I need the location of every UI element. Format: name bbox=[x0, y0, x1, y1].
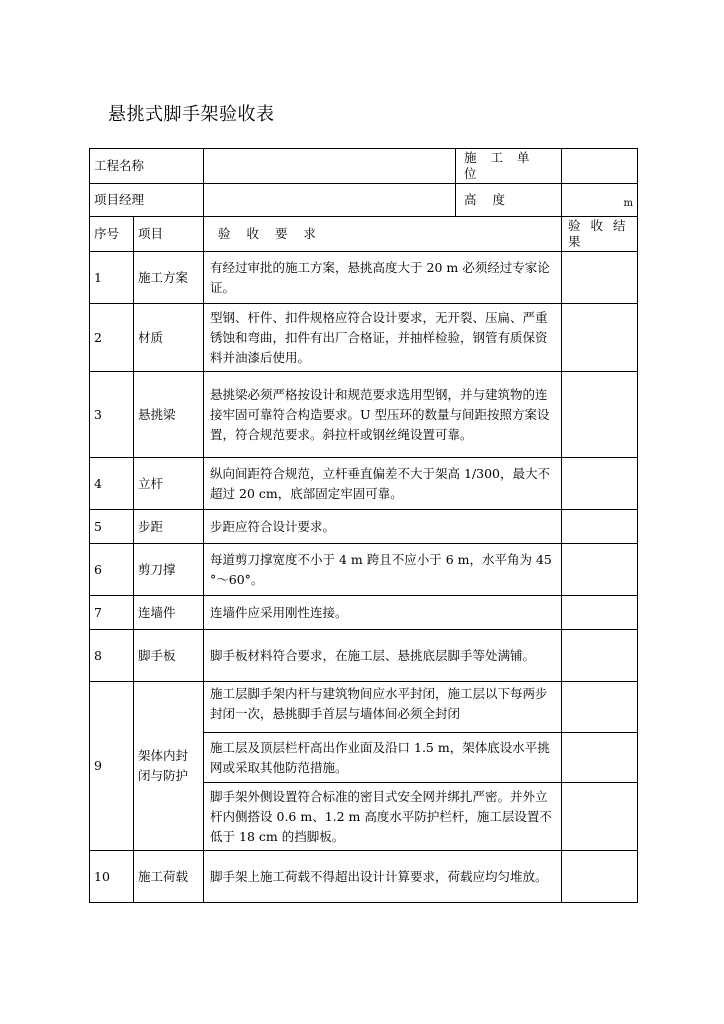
table-row bbox=[90, 596, 638, 630]
row-result-field[interactable] bbox=[562, 682, 638, 733]
row-result-field[interactable] bbox=[562, 372, 638, 458]
row-requirement: 脚手架外侧设置符合标准的密目式安全网并绑扎严密。并外立杆内侧搭设 0.6 m、1.2 m 高度水平防护栏杆，施工层设置不低于 18 cm 的挡脚板。 bbox=[204, 783, 562, 851]
row-requirement: 有经过审批的施工方案，悬挑高度大于 20 m 必须经过专家论证。 bbox=[204, 252, 562, 304]
manager-field[interactable] bbox=[204, 184, 456, 217]
row-result-field[interactable] bbox=[562, 544, 638, 596]
row-no: 5 bbox=[90, 510, 134, 544]
table-row bbox=[90, 630, 638, 682]
row-requirement: 型钢、杆件、扣件规格应符合设计要求，无开裂、压扁、严重锈蚀和弯曲，扣件有出厂合格证，并抽样检验，钢管有质保资料并油漆后使用。 bbox=[204, 304, 562, 372]
project-name-label: 工程名称 bbox=[90, 149, 204, 184]
contractor-label: 施 工 单 位 bbox=[456, 149, 562, 184]
column-header-row bbox=[90, 217, 638, 252]
row-result-field[interactable] bbox=[562, 733, 638, 783]
manager-label: 项目经理 bbox=[90, 184, 204, 217]
row-result-field[interactable] bbox=[562, 510, 638, 544]
row-item: 剪刀撑 bbox=[134, 544, 204, 596]
col-header-result: 验 收 结 果 bbox=[562, 217, 638, 252]
row-result-field[interactable] bbox=[562, 783, 638, 851]
contractor-field[interactable] bbox=[562, 149, 638, 184]
row-no: 8 bbox=[90, 630, 134, 682]
row-result-field[interactable] bbox=[562, 252, 638, 304]
row-requirement: 施工层及顶层栏杆高出作业面及沿口 1.5 m，架体底设水平挑网或采取其他防范措施。 bbox=[204, 733, 562, 783]
row-requirement: 悬挑梁必须严格按设计和规范要求选用型钢，并与建筑物的连接牢固可靠符合构造要求。U 型压环的数量与间距按照方案设置，符合规范要求。斜拉杆或钢丝绳设置可靠。 bbox=[204, 372, 562, 458]
acceptance-table bbox=[89, 148, 638, 903]
table-row-9-a bbox=[90, 682, 638, 733]
row-result-field[interactable] bbox=[562, 596, 638, 630]
row-no: 9 bbox=[90, 682, 134, 851]
table-row bbox=[90, 252, 638, 304]
row-item: 施工方案 bbox=[134, 252, 204, 304]
table-row bbox=[90, 851, 638, 903]
col-header-requirement: 验 收 要 求 bbox=[204, 217, 562, 252]
col-header-no: 序号 bbox=[90, 217, 134, 252]
row-no: 3 bbox=[90, 372, 134, 458]
row-requirement: 脚手板材料符合要求，在施工层、悬挑底层脚手等处满铺。 bbox=[204, 630, 562, 682]
row-requirement: 步距应符合设计要求。 bbox=[204, 510, 562, 544]
page-title: 悬挑式脚手架验收表 bbox=[108, 104, 275, 125]
table-row bbox=[90, 372, 638, 458]
table-row bbox=[90, 544, 638, 596]
table-row bbox=[90, 510, 638, 544]
header-row-manager bbox=[90, 184, 638, 217]
header-row-project bbox=[90, 149, 638, 184]
row-item: 架体内封闭与防护 bbox=[134, 682, 204, 851]
row-item: 悬挑梁 bbox=[134, 372, 204, 458]
row-item: 连墙件 bbox=[134, 596, 204, 630]
row-requirement: 纵向间距符合规范，立杆垂直偏差不大于架高 1/300，最大不超过 20 cm，底部固定牢固可靠。 bbox=[204, 458, 562, 510]
row-requirement: 施工层脚手架内杆与建筑物间应水平封闭，施工层以下每两步封闭一次，悬挑脚手首层与墙体间必须全封闭 bbox=[204, 682, 562, 733]
row-result-field[interactable] bbox=[562, 851, 638, 903]
row-no: 1 bbox=[90, 252, 134, 304]
height-label: 高 度 bbox=[456, 184, 562, 217]
table-row bbox=[90, 458, 638, 510]
row-item: 施工荷载 bbox=[134, 851, 204, 903]
row-no: 10 bbox=[90, 851, 134, 903]
row-requirement: 每道剪刀撑宽度不小于 4 m 跨且不应小于 6 m，水平角为 45 °～60°。 bbox=[204, 544, 562, 596]
row-result-field[interactable] bbox=[562, 630, 638, 682]
col-header-item: 项目 bbox=[134, 217, 204, 252]
row-requirement: 脚手架上施工荷载不得超出设计计算要求，荷载应均匀堆放。 bbox=[204, 851, 562, 903]
height-unit[interactable]: m bbox=[562, 184, 638, 217]
row-no: 4 bbox=[90, 458, 134, 510]
row-no: 2 bbox=[90, 304, 134, 372]
project-name-field[interactable] bbox=[204, 149, 456, 184]
row-item: 脚手板 bbox=[134, 630, 204, 682]
row-no: 6 bbox=[90, 544, 134, 596]
row-item: 立杆 bbox=[134, 458, 204, 510]
row-result-field[interactable] bbox=[562, 304, 638, 372]
row-result-field[interactable] bbox=[562, 458, 638, 510]
row-item: 步距 bbox=[134, 510, 204, 544]
row-no: 7 bbox=[90, 596, 134, 630]
row-item: 材质 bbox=[134, 304, 204, 372]
table-row bbox=[90, 304, 638, 372]
row-requirement: 连墙件应采用刚性连接。 bbox=[204, 596, 562, 630]
